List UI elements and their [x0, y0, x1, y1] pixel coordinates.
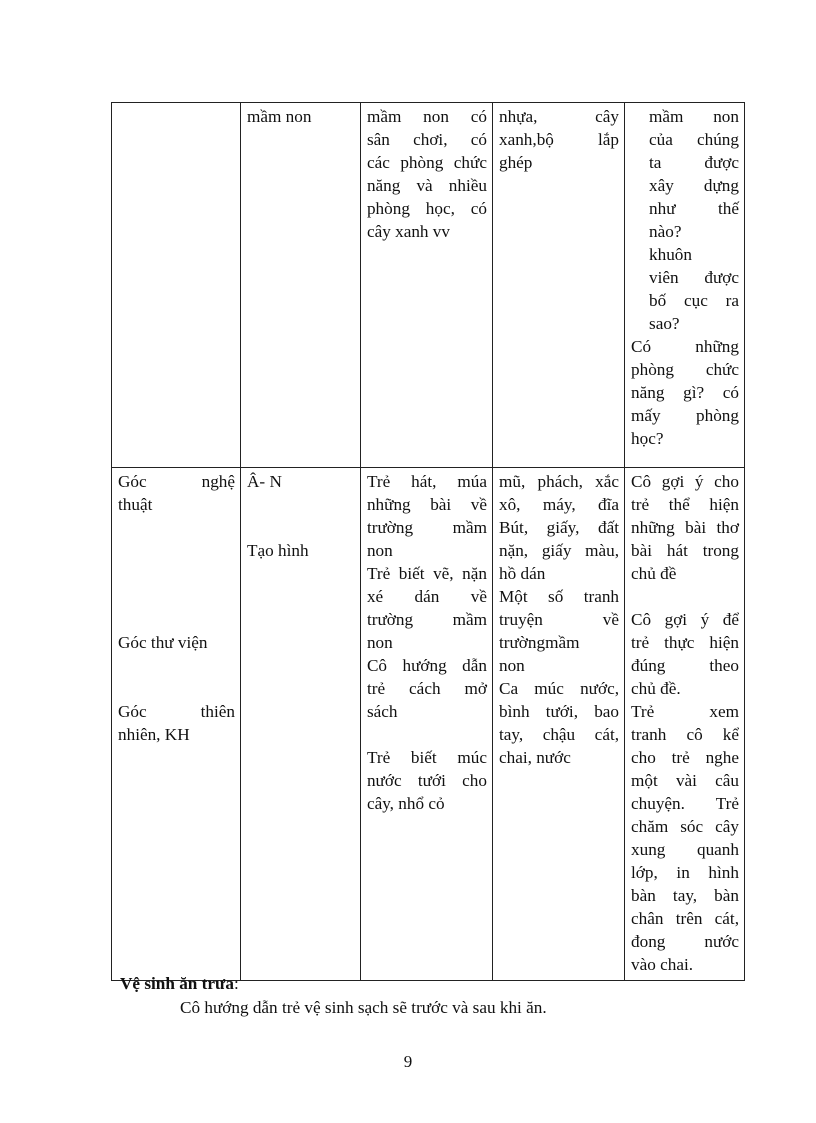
section-title: Vệ sinh ăn trưa	[120, 974, 234, 993]
cell-text: mầm non	[247, 107, 312, 126]
table-cell	[625, 103, 745, 468]
cell-line: Bút, giấy, đất	[498, 518, 620, 537]
cell-line: như thế	[649, 199, 739, 218]
section-heading	[120, 972, 239, 995]
section-paragraph: Cô hướng dẫn trẻ vệ sinh sạch sẽ trước và sau khi ăn.	[180, 998, 547, 1017]
cell-line: nặn, giấy màu,	[498, 541, 620, 560]
cell-line: mũ, phách, xắc	[498, 472, 620, 491]
cell-line: Trẻ biết vẽ, nặn	[366, 564, 487, 583]
cell-line: của chúng	[649, 130, 739, 149]
cell-line: sách	[366, 702, 398, 721]
cell-line: ta được	[649, 153, 739, 172]
table-cell	[241, 103, 361, 468]
cell-line: trường mầm	[366, 518, 487, 537]
cell-line: chủ đề.	[631, 679, 681, 698]
cell-line: thuật	[118, 495, 153, 514]
cell-line: những bài về	[366, 495, 487, 514]
cell-line: xanh,bộ lắp	[498, 130, 620, 149]
cell-line: năng gì? có	[631, 383, 739, 402]
cell-line: cây, nhổ cỏ	[366, 794, 445, 813]
table-cell	[492, 468, 624, 981]
cell-line: bàn tay, bàn	[631, 886, 739, 905]
cell-line: chủ đề	[631, 564, 677, 583]
cell-line: đong nước	[631, 932, 739, 951]
cell-line: tranh cô kể	[631, 725, 739, 744]
cell-lines	[631, 700, 739, 976]
cell-lines	[367, 562, 487, 654]
cell-lines	[367, 470, 487, 562]
cell-line: Ca múc nước,	[498, 679, 620, 698]
cell-lines	[367, 105, 487, 243]
cell-lines	[631, 105, 739, 335]
page-number: 9	[403, 1052, 413, 1071]
cell-line: Trẻ hát, múa	[366, 472, 487, 491]
cell-line: bình tưới, bao	[498, 702, 620, 721]
table-row	[112, 103, 745, 468]
cell-line: trẻ cách mở	[366, 679, 487, 698]
cell-line: Trẻ xem	[631, 702, 739, 721]
cell-line: non	[366, 541, 393, 560]
cell-line: tay, chậu cát,	[498, 725, 620, 744]
cell-line: Cô gợi ý cho	[631, 472, 739, 491]
cell-line: xây dựng	[649, 176, 739, 195]
table-cell	[360, 103, 492, 468]
cell-lines	[367, 654, 487, 723]
cell-line: sao?	[649, 314, 680, 333]
cell-line: Góc thiên	[118, 702, 236, 721]
cell-line: xung quanh	[631, 840, 739, 859]
cell-line: ghép	[498, 153, 533, 172]
cell-line: Góc nghệ	[118, 472, 236, 491]
cell-line: lớp, in hình	[631, 863, 739, 882]
cell-line: một vài câu	[631, 771, 739, 790]
table-cell	[625, 468, 745, 981]
cell-line: xô, máy, đĩa	[498, 495, 620, 514]
cell-lines	[118, 470, 235, 516]
cell-line: chai, nước	[498, 748, 571, 767]
cell-line: trườngmầm	[498, 633, 580, 652]
cell-line: trường mầm	[366, 610, 487, 629]
cell-line: mấy phòng	[631, 406, 739, 425]
cell-text: Góc thư viện	[118, 633, 208, 652]
cell-lines	[367, 746, 487, 815]
table-cell	[241, 468, 361, 981]
cell-lines	[499, 105, 619, 174]
table-row	[112, 468, 745, 981]
cell-line: mầm non	[649, 107, 739, 126]
cell-lines	[631, 608, 739, 700]
cell-line: Trẻ biết múc	[366, 748, 487, 767]
cell-line: cho trẻ nghe	[631, 748, 739, 767]
cell-line: xé dán về	[366, 587, 487, 606]
table-cell	[360, 468, 492, 981]
cell-line: trẻ thể hiện	[631, 495, 739, 514]
cell-line: cây xanh vv	[366, 222, 450, 241]
cell-line: trẻ thực hiện	[631, 633, 739, 652]
table-cell	[112, 468, 241, 981]
cell-lines	[631, 470, 739, 585]
cell-line: năng và nhiều	[366, 176, 487, 195]
cell-line: Cô hướng dẫn	[366, 656, 487, 675]
activity-table	[111, 102, 745, 981]
cell-line: Cô gợi ý để	[631, 610, 739, 629]
cell-line: phòng học, có	[366, 199, 487, 218]
cell-line: Một số tranh	[498, 587, 620, 606]
cell-line: nhiên, KH	[118, 725, 190, 744]
cell-line: chân trên cát,	[631, 909, 739, 928]
cell-line: viên được	[649, 268, 739, 287]
cell-line: vào chai.	[631, 955, 694, 974]
cell-lines	[118, 700, 235, 746]
cell-line: bài hát trong	[631, 541, 739, 560]
cell-line: Có những	[631, 337, 739, 356]
cell-line: chuyện. Trẻ	[631, 794, 739, 813]
cell-text: Â- N	[247, 472, 282, 491]
table-cell	[492, 103, 624, 468]
cell-line: khuôn	[649, 245, 692, 264]
cell-line: non	[498, 656, 525, 675]
table-cell	[112, 103, 241, 468]
cell-lines	[499, 470, 619, 769]
cell-line: đúng theo	[631, 656, 739, 675]
cell-lines	[631, 335, 739, 450]
cell-text: Tạo hình	[247, 541, 309, 560]
cell-line: chăm sóc cây	[631, 817, 739, 836]
cell-line: sân chơi, có	[366, 130, 487, 149]
section-colon: :	[233, 974, 239, 993]
cell-line: những bài thơ	[631, 518, 739, 537]
cell-line: truyện về	[498, 610, 620, 629]
cell-line: các phòng chức	[366, 153, 487, 172]
cell-line: học?	[631, 429, 664, 448]
cell-line: bố cục ra	[649, 291, 739, 310]
cell-line: non	[366, 633, 393, 652]
cell-line: nào?	[649, 222, 682, 241]
cell-line: nước tưới cho	[366, 771, 487, 790]
cell-line: hồ dán	[498, 564, 546, 583]
cell-line: phòng chức	[631, 360, 739, 379]
cell-line: mầm non có	[366, 107, 487, 126]
cell-line: nhựa, cây	[498, 107, 620, 126]
